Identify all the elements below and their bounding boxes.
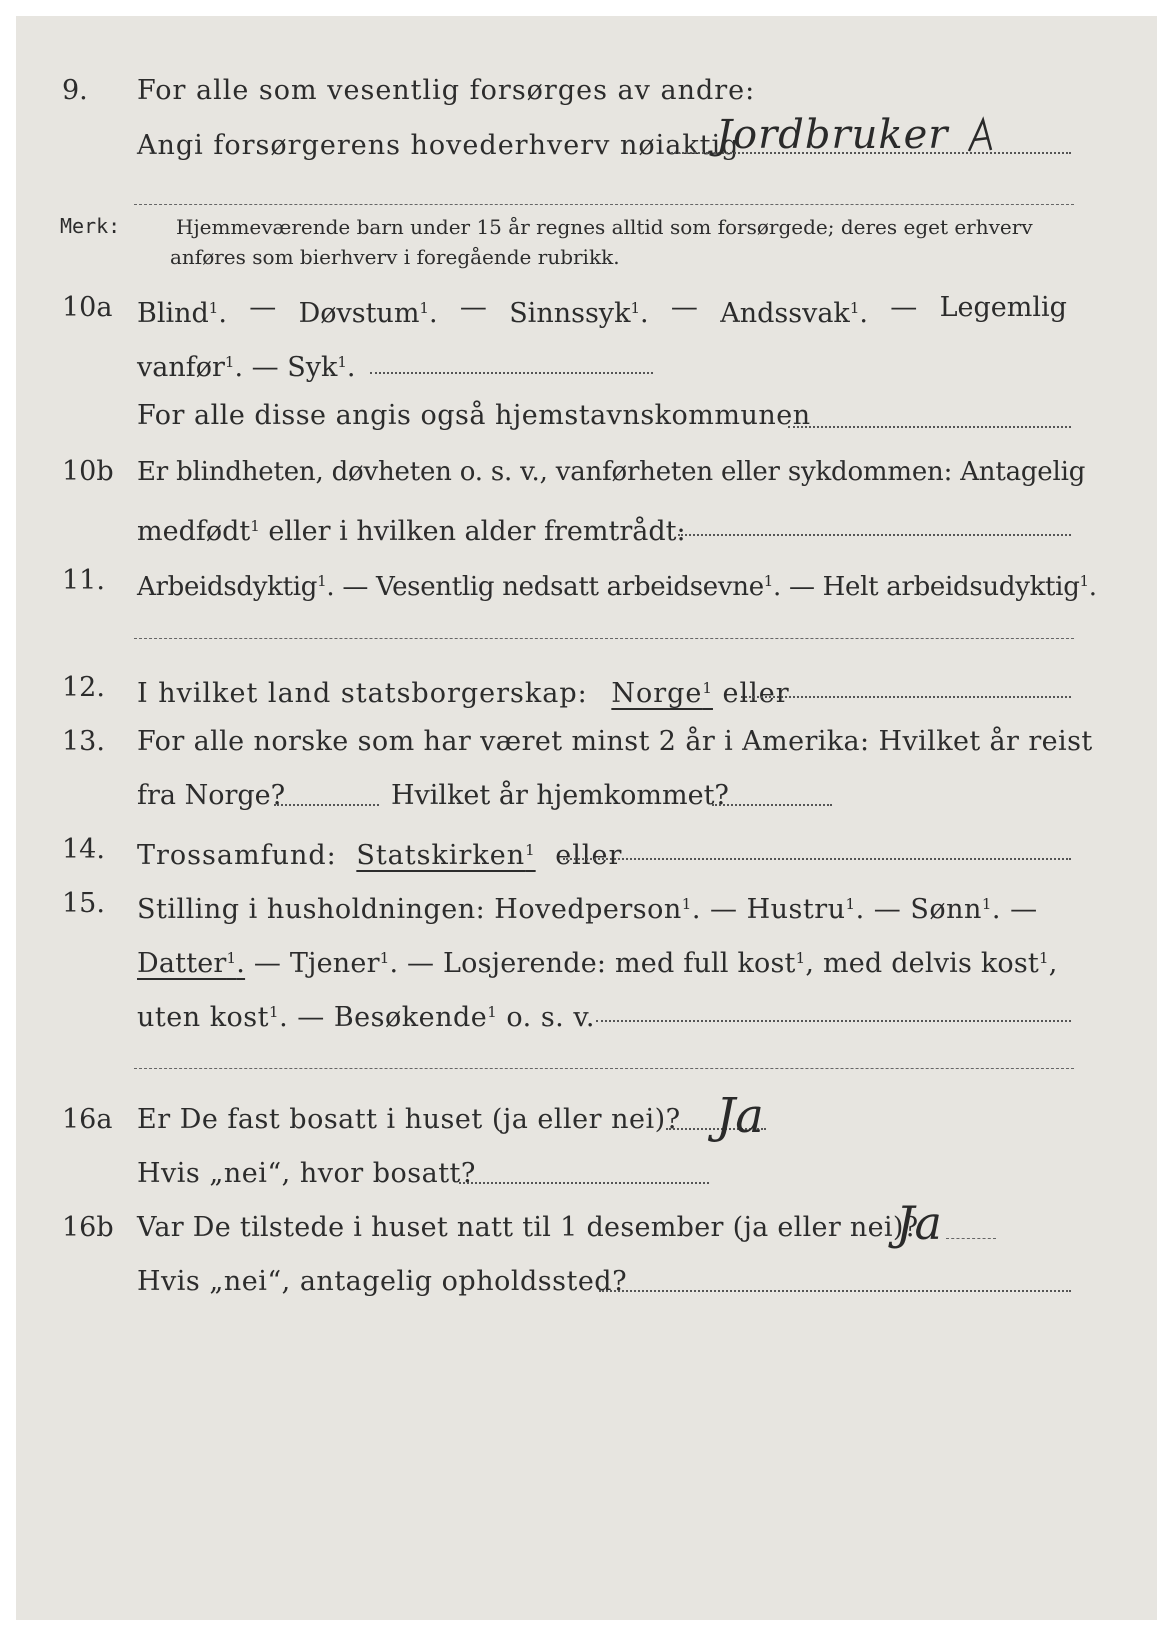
answer-line [596, 1020, 1071, 1022]
question-text: Var De tilstede i huset natt til 1 desember (ja eller nei)? [137, 1212, 919, 1243]
question-15-line3: uten kost$^1$. — Besøkende$^1$ o. s. v. [137, 1002, 595, 1033]
question-text: eller i hvilken alder fremtrådt: [268, 516, 686, 547]
question-16a-line2 [16, 1154, 1157, 1194]
question-15-line2: Datter$^1$. — Tjener$^1$. — Losjerende: med full kost$^1$, med delvis kost$^1$, [137, 948, 1058, 979]
answer-line [370, 372, 653, 374]
question-number: 12. [62, 672, 105, 703]
option-losjerende-delvis: med delvis kost [822, 948, 1039, 979]
note-text-line2: anføres som bierhverv i foregående rubrikk. [170, 245, 620, 269]
question-text: Hvilket år hjemkommet? [391, 780, 729, 811]
option-norge: Norge [611, 678, 703, 709]
question-number: 15. [62, 888, 105, 919]
question-options: Blind$^1$. — Døvstum$^1$. — Sinnssyk$^1$. — Andssvak$^1$. — Legemlig [137, 288, 1067, 334]
question-13-line1 [16, 722, 1157, 762]
footnote-mark: 1 [630, 299, 640, 317]
question-text: Stilling i husholdningen: Hovedperson [137, 894, 682, 925]
answer-line [712, 804, 832, 806]
question-text: For alle som vesentlig forsørges av andre: [137, 75, 756, 106]
question-10a-line1 [16, 288, 1157, 328]
footnote-mark: 1 [1079, 572, 1089, 590]
handwritten-answer: Ja [716, 1088, 764, 1144]
answer-line [563, 858, 1071, 860]
option-dovstum: Døvstum [298, 298, 420, 329]
answer-line [678, 534, 1071, 536]
note-label: Merk: [60, 214, 121, 238]
option-andssvak: Andssvak [720, 298, 850, 329]
answer-line [459, 1182, 709, 1184]
question-text: Hvis „nei“, hvor bosatt? [137, 1158, 476, 1189]
question-11: 11. Arbeidsdyktig$^1$. — Vesentlig nedsatt arbeidsevne$^1$. — Helt arbeidsudyktig$^1$. [16, 561, 1157, 601]
question-10a-line3 [16, 396, 1157, 436]
footnote-mark: 1 [208, 299, 219, 317]
footnote-mark: 1 [269, 1003, 280, 1021]
option-statskirken: Statskirken [356, 840, 526, 871]
question-text: I hvilket land statsborgerskap: [137, 678, 588, 709]
separator-rule [134, 1068, 1074, 1069]
handwritten-answer: Jordbruker [716, 112, 949, 158]
footnote-mark: 1 [525, 841, 536, 859]
option-legemlig: Legemlig [939, 292, 1067, 323]
option-udyktig: Helt arbeidsudyktig [822, 572, 1080, 602]
handwritten-answer: Ja [896, 1196, 942, 1250]
question-13-line2 [16, 776, 1157, 816]
option-medfodt: medfødt [137, 516, 251, 547]
option-uten-kost: uten kost [137, 1002, 270, 1033]
footnote-mark: 1 [226, 949, 237, 967]
question-number: 10a [62, 292, 113, 323]
question-number: 13. [62, 726, 105, 757]
eller-text: eller [555, 840, 623, 871]
answer-line [946, 1238, 996, 1239]
footnote-mark: 1 [250, 517, 260, 535]
separator-rule [134, 638, 1074, 639]
question-number: 9. [62, 75, 88, 106]
question-16a-line1 [16, 1100, 1157, 1140]
answer-line [274, 804, 379, 806]
eller-text: eller [722, 678, 790, 709]
option-blind: Blind [137, 298, 209, 329]
question-number: 11. [62, 565, 105, 596]
footnote-mark: 1 [1038, 949, 1049, 967]
census-form-page [16, 16, 1157, 1620]
question-number: 16a [62, 1104, 113, 1135]
footnote-mark: 1 [681, 895, 692, 913]
question-16b-line2 [16, 1262, 1157, 1302]
answer-line [741, 696, 1071, 698]
option-nedsatt: Vesentlig nedsatt arbeidsevne [376, 572, 764, 602]
question-number: 10b [62, 456, 114, 487]
question-16b-line1 [16, 1208, 1157, 1248]
option-tjener: Tjener [289, 948, 380, 979]
separator-rule [134, 204, 1074, 205]
footnote-mark: 1 [337, 353, 347, 371]
question-text: Hvis „nei“, antagelig opholdssted? [137, 1266, 628, 1297]
note-text-line1: Hjemmeværende barn under 15 år regnes alltid som forsørgede; deres eget erhverv [176, 215, 1033, 239]
footnote-mark: 1 [419, 299, 429, 317]
footnote-mark: 1 [981, 895, 992, 913]
footnote-mark: 1 [379, 949, 390, 967]
option-syk: Syk [287, 352, 338, 383]
handwritten-mark [961, 116, 1001, 156]
answer-line [599, 1290, 1071, 1292]
answer-line [788, 426, 1071, 428]
question-9-line1 [16, 71, 1157, 111]
footnote-mark: 1 [845, 895, 856, 913]
question-10b-line1 [16, 452, 1157, 492]
question-text: o. s. v. [506, 1002, 595, 1033]
question-15-line1: 15. Stilling i husholdningen: Hovedperson$^1$. — Hustru$^1$. — Sønn$^1$. — [16, 884, 1157, 924]
option-sinnssyk: Sinnssyk [509, 298, 631, 329]
question-text: For alle norske som har været minst 2 år i Amerika: Hvilket år reist [137, 726, 1093, 757]
question-text: Er De fast bosatt i huset (ja eller nei)? [137, 1104, 681, 1135]
question-10a-line2: vanfør$^1$. — Syk$^1$. [137, 352, 356, 383]
option-arbeidsdyktig: Arbeidsdyktig [137, 572, 318, 602]
footnote-mark: 1 [317, 572, 327, 590]
question-text: Trossamfund: [137, 840, 337, 871]
question-number: 14. [62, 834, 105, 865]
option-hustru: Hustru [746, 894, 846, 925]
question-10b-line2 [16, 506, 1157, 546]
question-text: fra Norge? [137, 780, 286, 811]
question-text: Er blindheten, døvheten o. s. v., vanførheten eller sykdommen: Antagelig [137, 457, 1086, 487]
question-text: For alle disse angis også hjemstavnskommunen [137, 400, 811, 431]
question-text: Angi forsørgerens hovederhverv nøiaktig [137, 130, 740, 161]
footnote-mark: 1 [487, 1003, 498, 1021]
footnote-mark: 1 [849, 299, 860, 317]
footnote-mark: 1 [702, 679, 713, 697]
option-losjerende-full: Losjerende: med full kost [443, 948, 796, 979]
question-number: 16b [62, 1212, 114, 1243]
question-12 [16, 668, 1157, 708]
option-besokende: Besøkende [333, 1002, 488, 1033]
option-sonn: Sønn [910, 894, 982, 925]
option-datter: Datter [137, 948, 227, 979]
footnote-mark: 1 [763, 572, 774, 590]
footnote-mark: 1 [795, 949, 806, 967]
footnote-mark: 1 [224, 353, 235, 371]
option-vanfor: vanfør [137, 352, 225, 383]
question-14 [16, 830, 1157, 870]
